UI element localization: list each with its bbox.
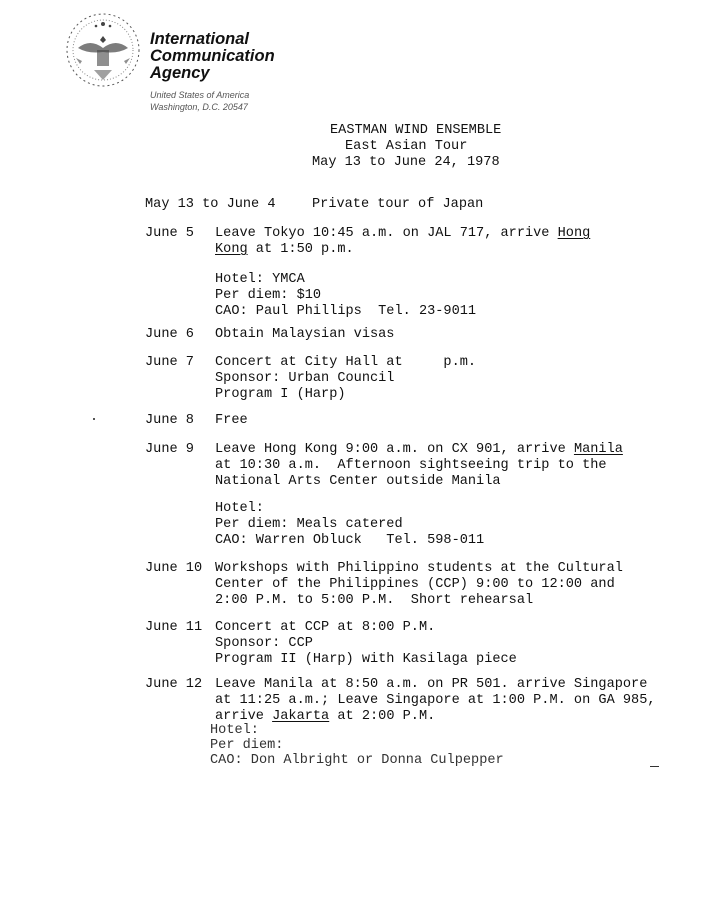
june12-hotel: Hotel: [210,723,259,738]
june7-line2: Sponsor: Urban Council [215,371,395,386]
june7-date: June 7 [145,355,194,370]
june9-perdiem: Per diem: Meals catered [215,517,403,532]
june5-hotel: Hotel: YMCA [215,272,305,287]
great-seal-icon [58,8,148,98]
june5-date: June 5 [145,226,194,241]
stray-mark [650,766,659,767]
june11-line1: Concert at CCP at 8:00 P.M. [215,620,436,635]
june5-cao: CAO: Paul Phillips Tel. 23-9011 [215,304,477,319]
june8-date: June 8 [145,413,194,428]
june11-date: June 11 [145,620,203,635]
intro-dates: May 13 to June 4 [145,197,276,212]
hong-underlined: Hong [557,226,591,241]
june12-line2: at 11:25 a.m.; Leave Singapore at 1:00 P.M. on GA 985, [215,693,656,708]
june12-perdiem: Per diem: [210,738,284,753]
june5-perdiem: Per diem: $10 [215,288,322,303]
june9-hotel: Hotel: [215,501,264,516]
june10-line3: 2:00 P.M. to 5:00 P.M. Short rehearsal [215,593,534,608]
address-line2: Washington, D.C. 20547 [150,102,248,112]
june8-text: Free [215,413,248,428]
june7-line1: Concert at City Hall at p.m. [215,355,477,370]
agency-name-line2: Communication [150,47,275,65]
kong-underlined: Kong [215,242,248,257]
manila-underlined: Manila [573,442,623,457]
june9-date: June 9 [145,442,194,457]
june12-line1: Leave Manila at 8:50 a.m. on PR 501. arrive Singapore [215,677,648,692]
agency-name-line1: International [150,30,250,48]
june9-line1: Leave Hong Kong 9:00 a.m. on CX 901, arrive Manila [215,442,623,457]
jakarta-underlined: Jakarta [272,709,330,724]
heading-dates: May 13 to June 24, 1978 [312,155,500,170]
intro-text: Private tour of Japan [312,197,484,212]
stray-dot [93,418,95,420]
june12-date: June 12 [145,677,203,692]
june6-text: Obtain Malaysian visas [215,327,395,342]
june9-line2: at 10:30 a.m. Afternoon sightseeing trip to the [215,458,607,473]
heading-subtitle: East Asian Tour [345,139,468,154]
june6-date: June 6 [145,327,194,342]
june5-line2: Kong at 1:50 p.m. [215,242,354,257]
heading-title: EASTMAN WIND ENSEMBLE [330,123,502,138]
june7-line3: Program I (Harp) [215,387,346,402]
june10-date: June 10 [145,561,203,576]
address-line1: United States of America [150,90,250,100]
june10-line1: Workshops with Philippino students at the Cultural [215,561,623,576]
june5-line1: Leave Tokyo 10:45 a.m. on JAL 717, arrive Hong [215,226,591,241]
june10-line2: Center of the Philippines (CCP) 9:00 to 12:00 and [215,577,615,592]
agency-name-line3: Agency [150,64,210,82]
june11-line2: Sponsor: CCP [215,636,313,651]
june11-line3: Program II (Harp) with Kasilaga piece [215,652,517,667]
june9-cao: CAO: Warren Obluck Tel. 598-011 [215,533,485,548]
june12-line3: arrive Jakarta at 2:00 P.M. [215,709,436,724]
june12-cao: CAO: Don Albright or Donna Culpepper [210,753,504,768]
june9-line3: National Arts Center outside Manila [215,474,501,489]
